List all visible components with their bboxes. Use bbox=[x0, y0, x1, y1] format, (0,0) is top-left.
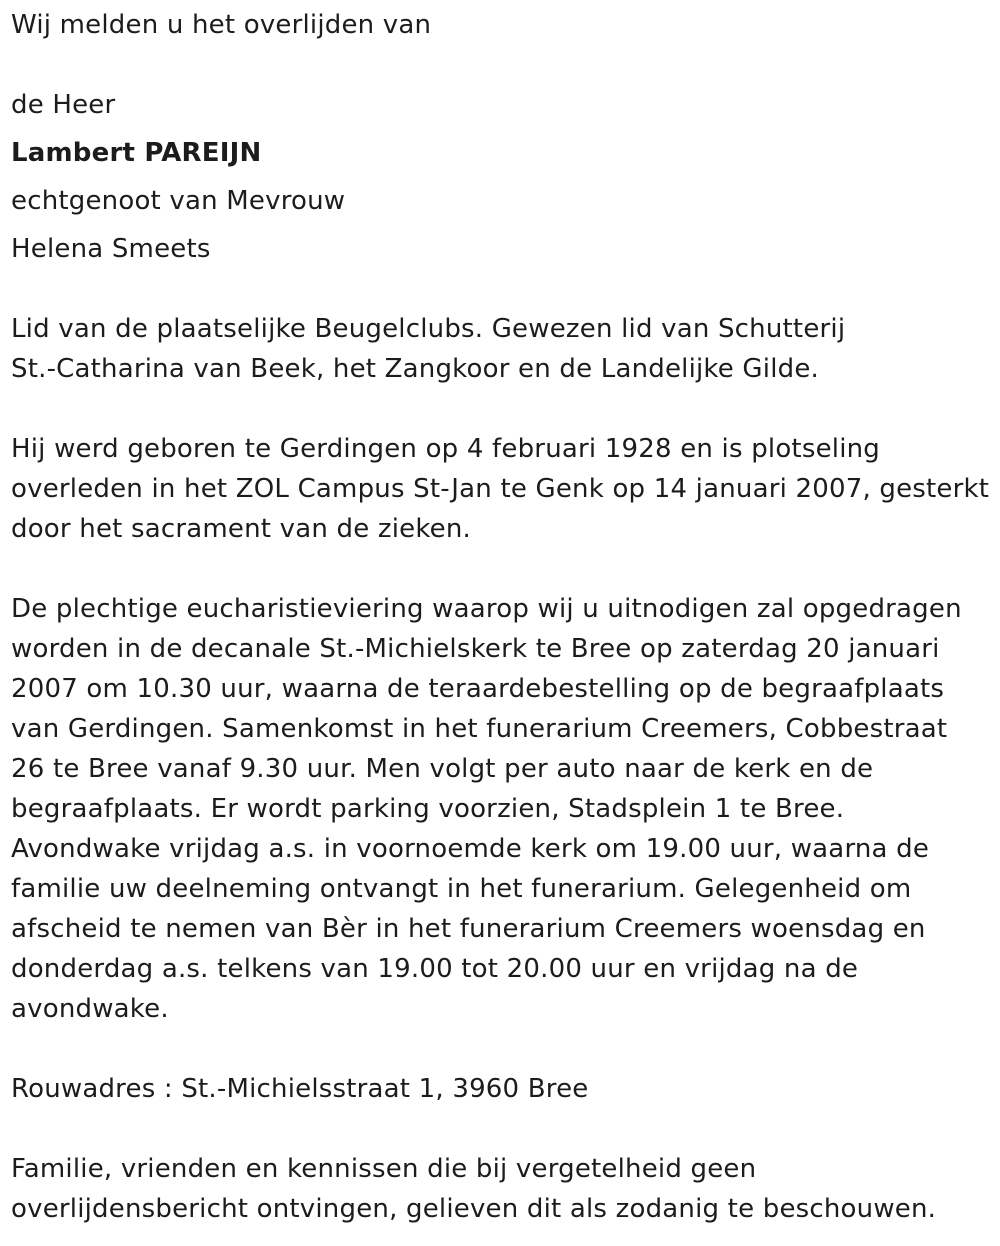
birth-death-line: Hij werd geboren te Gerdingen op 4 februari 1928 en is plotseling bbox=[11, 434, 880, 464]
spouse-line-1: echtgenoot van Mevrouw bbox=[11, 186, 346, 216]
closing-line: Familie, vrienden en kennissen die bij vergetelheid geen bbox=[11, 1154, 757, 1184]
membership-line: St.-Catharina van Beek, het Zangkoor en de Landelijke Gilde. bbox=[11, 354, 819, 384]
birth-death-line: door het sacrament van de zieken. bbox=[11, 514, 472, 544]
intro-text: Wij melden u het overlijden van bbox=[11, 10, 432, 40]
ceremony-line: 26 te Bree vanaf 9.30 uur. Men volgt per auto naar de kerk en de bbox=[11, 754, 874, 784]
deceased-name: Lambert PAREIJN bbox=[11, 138, 262, 168]
spouse-line-2: Helena Smeets bbox=[11, 234, 211, 264]
ceremony-line: 2007 om 10.30 uur, waarna de teraardebestelling op de begraafplaats bbox=[11, 674, 945, 704]
ceremony-line: De plechtige eucharistieviering waarop wij u uitnodigen zal opgedragen bbox=[11, 594, 962, 624]
honorific: de Heer bbox=[11, 90, 116, 120]
closing-line: overlijdensbericht ontvingen, gelieven dit als zodanig te beschouwen. bbox=[11, 1194, 937, 1224]
ceremony-line: worden in de decanale St.-Michielskerk te Bree op zaterdag 20 januari bbox=[11, 634, 940, 664]
mourning-address: Rouwadres : St.-Michielsstraat 1, 3960 Bree bbox=[11, 1074, 589, 1104]
ceremony-line: Avondwake vrijdag a.s. in voornoemde kerk om 19.00 uur, waarna de bbox=[11, 834, 930, 864]
ceremony-line: van Gerdingen. Samenkomst in het funerarium Creemers, Cobbestraat bbox=[11, 714, 948, 744]
ceremony-line: avondwake. bbox=[11, 994, 169, 1024]
ceremony-line: donderdag a.s. telkens van 19.00 tot 20.00 uur en vrijdag na de bbox=[11, 954, 859, 984]
membership-line: Lid van de plaatselijke Beugelclubs. Gewezen lid van Schutterij bbox=[11, 314, 846, 344]
ceremony-line: begraafplaats. Er wordt parking voorzien, Stadsplein 1 te Bree. bbox=[11, 794, 845, 824]
birth-death-line: overleden in het ZOL Campus St-Jan te Genk op 14 januari 2007, gesterkt bbox=[11, 474, 990, 504]
ceremony-line: afscheid te nemen van Bèr in het funerarium Creemers woensdag en bbox=[11, 914, 926, 944]
ceremony-line: familie uw deelneming ontvangt in het funerarium. Gelegenheid om bbox=[11, 874, 912, 904]
